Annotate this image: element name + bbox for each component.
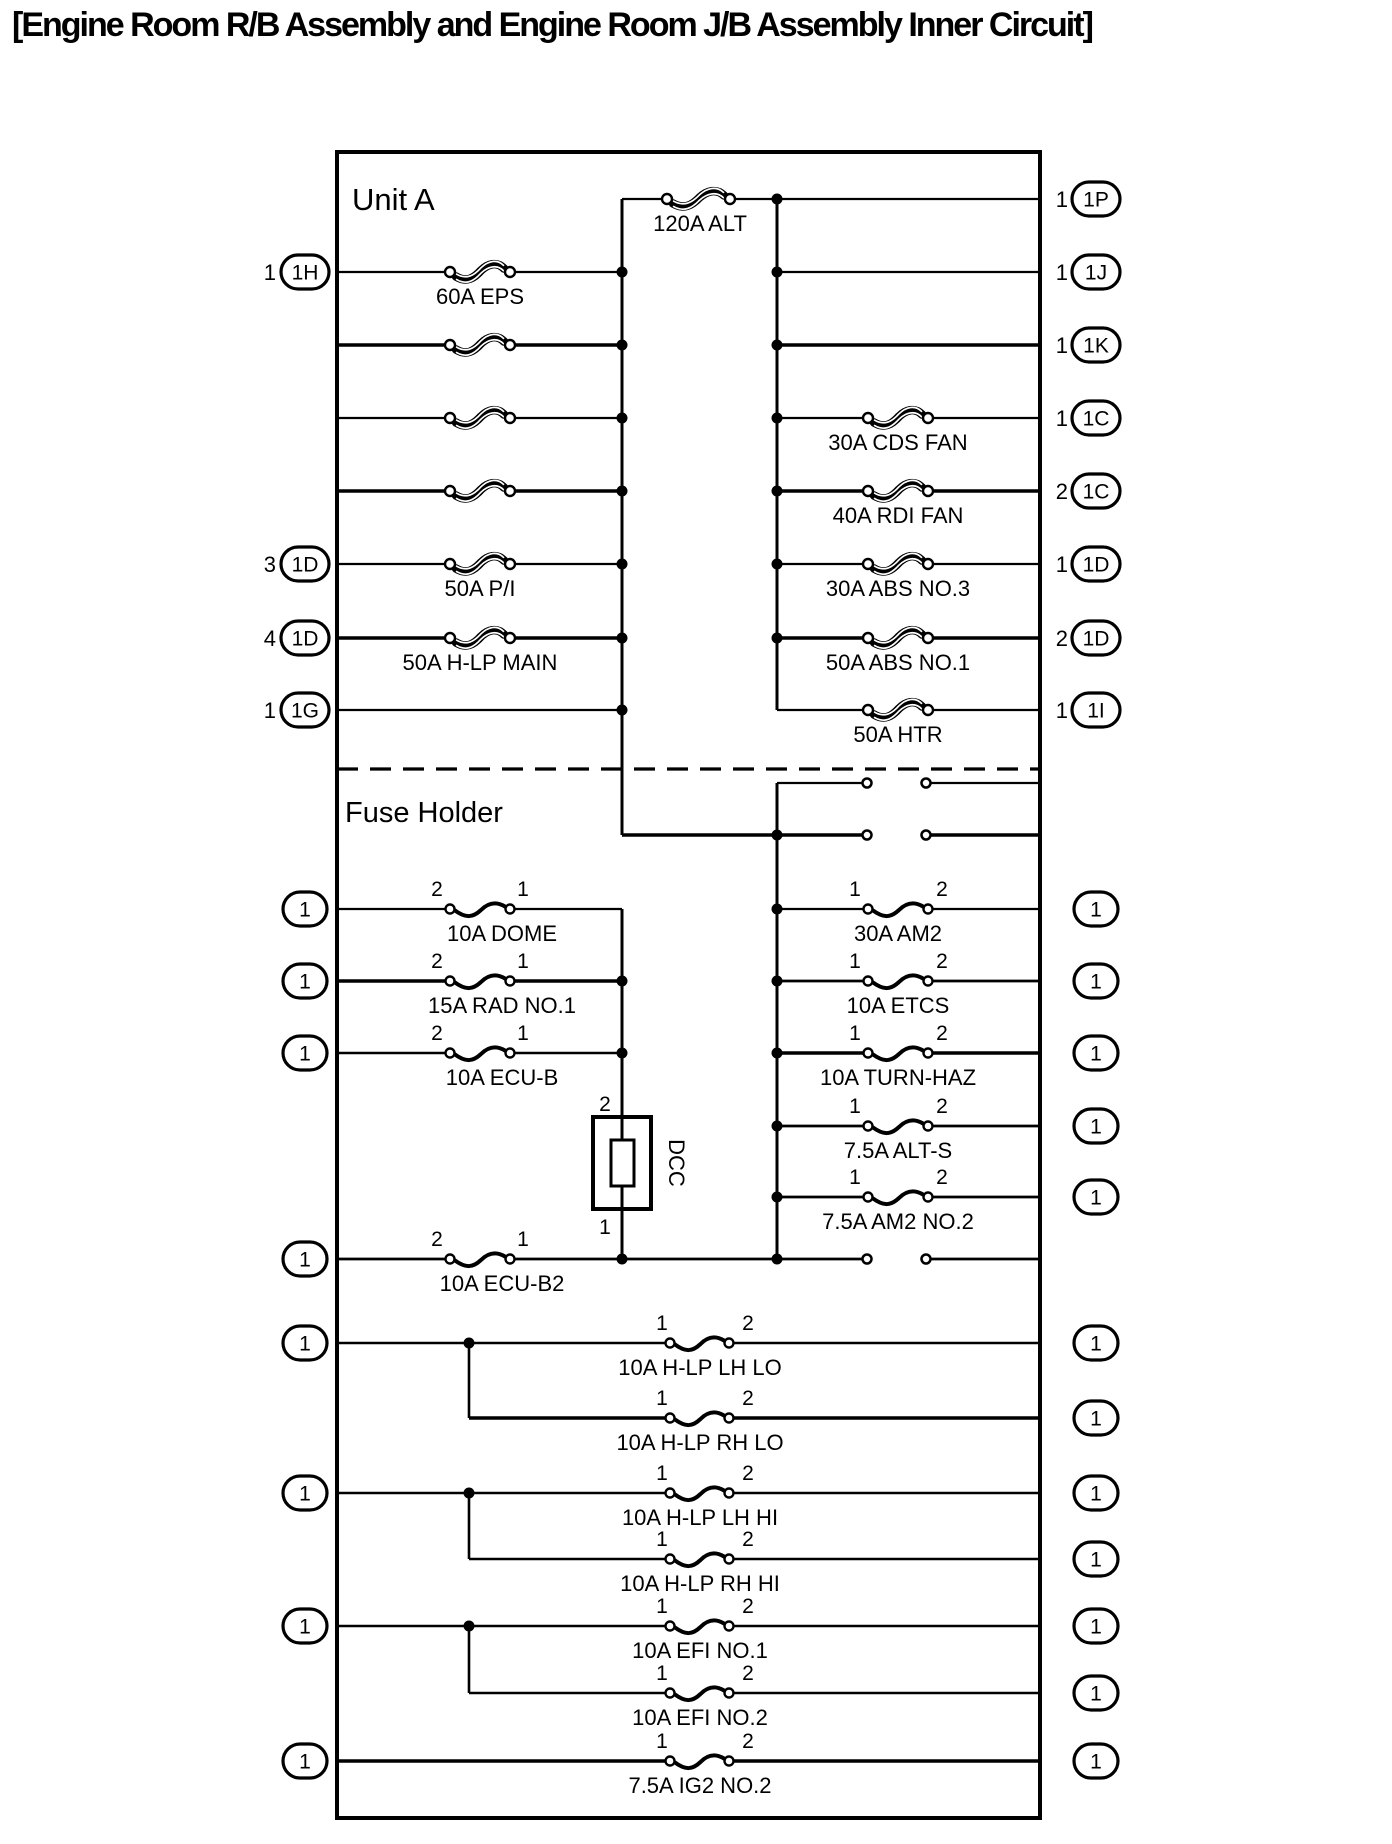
fuse-terminal (924, 977, 933, 986)
fuse-10a-h-lp-lh-hi (666, 1487, 734, 1500)
terminal-number: 2 (936, 1022, 948, 1045)
fuse-40a-rdi-fan (863, 480, 933, 501)
fuse-label: 50A H-LP MAIN (402, 650, 558, 675)
connector-label: 1D (291, 553, 319, 577)
connector-label: 1 (299, 1332, 311, 1356)
terminal-number: 2 (431, 1228, 443, 1251)
fuse-50a-abs-no-1 (863, 627, 933, 648)
fuse-terminal (445, 340, 455, 350)
terminal-number: 2 (742, 1462, 754, 1485)
fuse-terminal (506, 977, 515, 986)
fuse-label: 50A P/I (444, 576, 516, 601)
terminal-number: 1 (849, 950, 861, 973)
connector-pin-number: 1 (263, 698, 276, 723)
junction-dot (772, 976, 783, 987)
junction-dot (772, 486, 783, 497)
junction-dot (772, 904, 783, 915)
fuse-7-5a-alt-s (864, 1120, 933, 1133)
terminal-number: 2 (599, 1093, 611, 1116)
fuse-terminal (725, 1757, 734, 1766)
junction-dot (772, 1048, 783, 1059)
fuse-curve (455, 975, 505, 988)
fuse-curve (873, 1047, 923, 1060)
junction-dot (772, 1192, 783, 1203)
connector-label: 1 (299, 1482, 311, 1506)
connector-label: 1 (299, 1615, 311, 1639)
fuse-terminal (445, 559, 455, 569)
junction-dot (772, 559, 783, 570)
fuse-terminal (666, 1414, 675, 1423)
unit-a-section-label: Unit A (352, 182, 435, 217)
fuse-terminal (864, 977, 873, 986)
fuse-label: 10A TURN-HAZ (819, 1065, 977, 1090)
fuse-terminal (725, 1414, 734, 1423)
fuse-terminal (505, 413, 515, 423)
fuse-curve (675, 1487, 724, 1500)
fuse-terminal (445, 413, 455, 423)
fuse-terminal (505, 340, 515, 350)
connector-label: 1 (1090, 1750, 1102, 1774)
fuse-curve (873, 975, 923, 988)
fuse-terminal (863, 486, 873, 496)
terminal-number: 1 (656, 1462, 668, 1485)
junction-dot (772, 1254, 783, 1265)
fuse-terminal (446, 1255, 455, 1264)
terminal-number: 2 (936, 1095, 948, 1118)
fuse-terminal (863, 559, 873, 569)
fuse-curve (873, 903, 923, 916)
terminal-number: 2 (936, 878, 948, 901)
fuse-terminal (864, 1049, 873, 1058)
fuse-15a-rad-no-1 (446, 975, 515, 988)
connector-pin-number: 1 (263, 260, 276, 285)
connector-label: 1C (1082, 407, 1110, 431)
fuse-10a-turn-haz (864, 1047, 933, 1060)
junction-dot (772, 194, 783, 205)
terminal-number: 1 (849, 1095, 861, 1118)
fuse-label: 10A H-LP RH HI (620, 1571, 780, 1596)
fuse-label: 50A ABS NO.1 (825, 650, 971, 675)
fuse-label: 10A H-LP RH LO (616, 1430, 784, 1455)
terminal-number: 2 (742, 1528, 754, 1551)
terminal-number: 2 (431, 950, 443, 973)
connector-pin-number: 1 (1055, 260, 1068, 285)
terminal-ring (863, 831, 872, 840)
connector-label: 1 (1090, 898, 1102, 922)
fuse-10a-dome (446, 903, 515, 916)
fuse-10a-ecu-b (446, 1047, 515, 1060)
fuse-terminal (445, 267, 455, 277)
junction-dot (617, 633, 628, 644)
fuse-label: 30A ABS NO.3 (825, 576, 971, 601)
connector-label: 1H (291, 261, 319, 285)
fuse-terminal (923, 559, 933, 569)
fuse-label: 120A ALT (653, 211, 747, 236)
fuse-60a-eps (445, 261, 515, 282)
fuse-curve (675, 1412, 724, 1425)
junction-dot (772, 633, 783, 644)
fuse-label: 10A H-LP LH HI (621, 1505, 779, 1530)
connector-pin-number: 2 (1055, 479, 1068, 504)
fuse-label: 10A ETCS (846, 993, 950, 1018)
fuse-terminal (666, 1555, 675, 1564)
connector-label: 1P (1083, 188, 1109, 212)
terminal-number: 2 (431, 1022, 443, 1045)
fuse-7-5a-ig2-no-2 (666, 1755, 734, 1768)
terminal-number: 2 (742, 1387, 754, 1410)
fuse-label: 10A H-LP LH LO (618, 1355, 782, 1380)
fuse-curve (675, 1755, 724, 1768)
fuse-terminal (725, 1622, 734, 1631)
connector-label: 1G (290, 699, 320, 723)
fuse-terminal (863, 413, 873, 423)
fuse-terminal (505, 559, 515, 569)
fuse-terminal (662, 194, 672, 204)
fuse-terminal (666, 1339, 675, 1348)
fuse-terminal (446, 977, 455, 986)
connector-label: 1I (1087, 699, 1105, 723)
fuse-10a-etcs (864, 975, 933, 988)
fuse-terminal (725, 1689, 734, 1698)
connector-pin-number: 1 (1055, 698, 1068, 723)
fuse-terminal (505, 267, 515, 277)
fuse-unlabeled (445, 407, 515, 428)
fuse-holder-section-label: Fuse Holder (345, 797, 503, 829)
fuse-unlabeled (445, 480, 515, 501)
terminal-number: 1 (656, 1730, 668, 1753)
fuse-7-5a-am2-no-2 (864, 1191, 933, 1204)
fuse-label: 50A HTR (853, 722, 943, 747)
fuse-terminal (506, 1049, 515, 1058)
connector-pin-number: 4 (263, 626, 276, 651)
terminal-number: 1 (656, 1528, 668, 1551)
terminal-number: 1 (656, 1595, 668, 1618)
connector-label: 1 (299, 1750, 311, 1774)
fuse-label: 10A ECU-B (445, 1065, 559, 1090)
connector-label: 1 (1090, 1682, 1102, 1706)
junction-dot (772, 830, 783, 841)
fuse-terminal (864, 1193, 873, 1202)
fuse-terminal (725, 1489, 734, 1498)
fuse-label: 10A EFI NO.1 (632, 1638, 768, 1663)
fuse-terminal (923, 633, 933, 643)
terminal-number: 2 (936, 950, 948, 973)
terminal-ring (922, 1255, 931, 1264)
connector-pin-number: 2 (1055, 626, 1068, 651)
terminal-number: 1 (517, 878, 529, 901)
terminal-number: 1 (849, 1166, 861, 1189)
connector-label: 1 (1090, 1615, 1102, 1639)
fuse-curve (455, 903, 505, 916)
connector-pin-number: 1 (1055, 406, 1068, 431)
fuse-10a-efi-no-1 (666, 1620, 734, 1633)
terminal-number: 1 (517, 1022, 529, 1045)
terminal-number: 1 (849, 1022, 861, 1045)
fuse-curve (873, 1120, 923, 1133)
fuse-10a-h-lp-rh-lo (666, 1412, 734, 1425)
connector-label: 1 (1090, 1548, 1102, 1572)
fuse-curve (675, 1553, 724, 1566)
terminal-number: 2 (742, 1730, 754, 1753)
fuse-label: 15A RAD NO.1 (428, 993, 576, 1018)
fuse-terminal (506, 905, 515, 914)
junction-dot (617, 267, 628, 278)
fuse-label: 7.5A ALT-S (843, 1138, 953, 1163)
fuse-50a-p-i (445, 553, 515, 574)
fuse-curve (675, 1687, 724, 1700)
connector-label: 1 (1090, 1482, 1102, 1506)
fuse-terminal (725, 1339, 734, 1348)
fuse-label: 7.5A IG2 NO.2 (628, 1773, 772, 1798)
connector-label: 1C (1082, 480, 1110, 504)
fuse-curve (455, 1253, 505, 1266)
terminal-number: 2 (431, 878, 443, 901)
junction-dot (617, 413, 628, 424)
fuse-terminal (725, 194, 735, 204)
fuse-label: 60A EPS (435, 284, 525, 309)
junction-dot (772, 267, 783, 278)
fuse-terminal (666, 1689, 675, 1698)
fuse-terminal (923, 486, 933, 496)
junction-dot (617, 486, 628, 497)
terminal-number: 1 (517, 950, 529, 973)
fuse-terminal (666, 1622, 675, 1631)
terminal-number: 1 (599, 1216, 611, 1239)
terminal-number: 2 (742, 1312, 754, 1335)
terminal-ring (922, 779, 931, 788)
fuse-terminal (923, 705, 933, 715)
junction-dot (617, 559, 628, 570)
fuse-10a-ecu-b2 (446, 1253, 515, 1266)
fuse-terminal (924, 905, 933, 914)
fuse-terminal (924, 1193, 933, 1202)
connector-label: 1 (1090, 1042, 1102, 1066)
terminal-number: 1 (656, 1312, 668, 1335)
fuse-terminal (446, 905, 455, 914)
junction-dot (772, 413, 783, 424)
terminal-number: 1 (656, 1387, 668, 1410)
assembly-box (337, 152, 1040, 1818)
fuse-curve (873, 1191, 923, 1204)
connector-label: 1D (291, 627, 319, 651)
connector-label: 1D (1082, 627, 1110, 651)
fuse-10a-efi-no-2 (666, 1687, 734, 1700)
fuse-terminal (666, 1757, 675, 1766)
fuse-terminal (445, 486, 455, 496)
terminal-number: 1 (517, 1228, 529, 1251)
fuse-label: 10A ECU-B2 (439, 1271, 565, 1296)
fuse-label: 7.5A AM2 NO.2 (822, 1209, 974, 1234)
fuse-label: 10A DOME (446, 921, 558, 946)
fuse-120a-alt (662, 188, 735, 209)
fuse-terminal (445, 633, 455, 643)
terminal-ring (863, 1255, 872, 1264)
fuse-terminal (924, 1122, 933, 1131)
dcc-element (611, 1140, 634, 1186)
fuse-50a-h-lp-main (445, 627, 515, 648)
fuse-curve (675, 1337, 724, 1350)
dcc-label: DCC (664, 1139, 689, 1187)
junction-dot (772, 1121, 783, 1132)
connector-pin-number: 1 (1055, 552, 1068, 577)
junction-dot (617, 340, 628, 351)
fuse-curve (455, 1047, 505, 1060)
fuse-label: 30A AM2 (853, 921, 943, 946)
fuse-10a-h-lp-rh-hi (666, 1553, 734, 1566)
fuse-curve (675, 1620, 724, 1633)
connector-label: 1 (1090, 1115, 1102, 1139)
connector-label: 1J (1084, 261, 1108, 285)
fuse-terminal (924, 1049, 933, 1058)
fuse-10a-h-lp-lh-lo (666, 1337, 734, 1350)
page-title: [Engine Room R/B Assembly and Engine Room J/B Assembly Inner Circuit] (12, 6, 1092, 44)
terminal-number: 2 (742, 1595, 754, 1618)
fuse-terminal (863, 633, 873, 643)
connector-label: 1 (1090, 1407, 1102, 1431)
connector-pin-number: 3 (263, 552, 276, 577)
fuse-30a-abs-no-3 (863, 553, 933, 574)
fuse-terminal (666, 1489, 675, 1498)
fuse-terminal (863, 705, 873, 715)
connector-label: 1 (299, 970, 311, 994)
connector-label: 1 (299, 1248, 311, 1272)
terminal-number: 1 (849, 878, 861, 901)
connector-label: 1K (1083, 334, 1109, 358)
connector-pin-number: 1 (1055, 187, 1068, 212)
junction-dot (772, 340, 783, 351)
fuse-unlabeled (445, 334, 515, 355)
terminal-ring (922, 831, 931, 840)
fuse-label: 10A EFI NO.2 (632, 1705, 768, 1730)
connector-label: 1 (1090, 1186, 1102, 1210)
fuse-30a-cds-fan (863, 407, 933, 428)
junction-dot (617, 705, 628, 716)
junction-dot (617, 1048, 628, 1059)
connector-label: 1D (1082, 553, 1110, 577)
connector-pin-number: 1 (1055, 333, 1068, 358)
terminal-number: 1 (656, 1662, 668, 1685)
fuse-terminal (506, 1255, 515, 1264)
terminal-number: 2 (936, 1166, 948, 1189)
fuse-label: 30A CDS FAN (828, 430, 968, 455)
connector-label: 1 (1090, 970, 1102, 994)
fuse-terminal (864, 1122, 873, 1131)
fuse-terminal (923, 413, 933, 423)
fuse-30a-am2 (864, 903, 933, 916)
terminal-number: 2 (742, 1662, 754, 1685)
fuse-terminal (505, 633, 515, 643)
fuse-label: 40A RDI FAN (832, 503, 964, 528)
fuse-terminal (725, 1555, 734, 1564)
junction-dot (617, 976, 628, 987)
fuse-terminal (505, 486, 515, 496)
connector-label: 1 (299, 898, 311, 922)
fuse-50a-htr (863, 699, 933, 720)
terminal-ring (863, 779, 872, 788)
junction-dot (617, 1254, 628, 1265)
connector-label: 1 (1090, 1332, 1102, 1356)
connector-label: 1 (299, 1042, 311, 1066)
fuse-terminal (864, 905, 873, 914)
fuse-terminal (446, 1049, 455, 1058)
